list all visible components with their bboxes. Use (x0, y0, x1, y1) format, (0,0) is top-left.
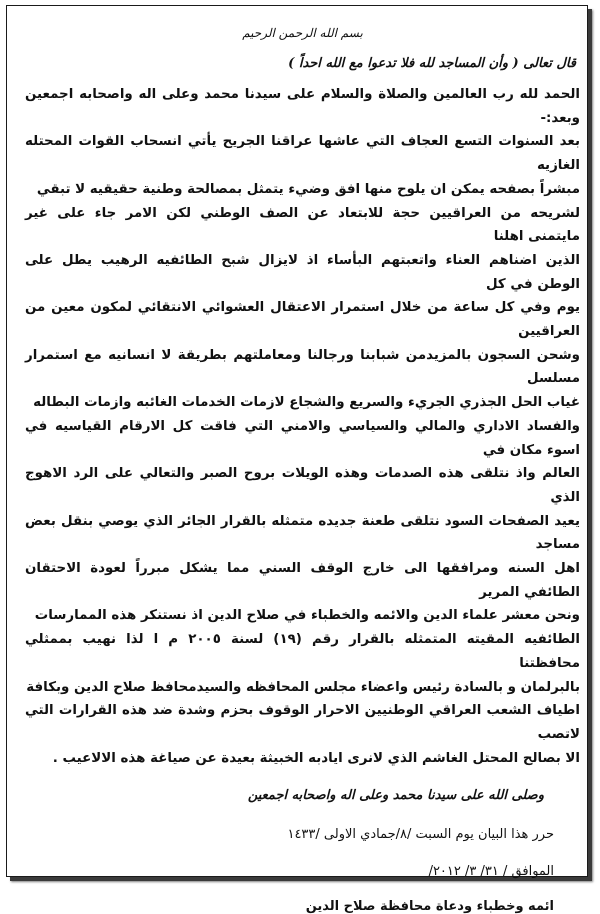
body-line: يوم وفي كل ساعة من خلال استمرار الاعتقال العشوائي الانتقائي لمكون معين من العراقيين (25, 300, 580, 340)
body-line: مبشراً بصفحه يمكن ان يلوح منها افق وضيء يتمثل بمصالحة وطنية حقيقيه لا تبقي (36, 181, 580, 197)
signatory: ائمه وخطباء ودعاة محافظة صلاح الدين (305, 899, 554, 914)
body-line: الحمد لله رب العالمين والصلاة والسلام على سيدنا محمد وعلى اله واصحابه اجمعين وبعد:- (25, 87, 580, 126)
body-line: اهل السنه ومرافقها الى خارج الوقف السني مما يشكل مبرراً لعودة الاحتقان الطائفي المرير (25, 561, 580, 600)
body-line: العالم واذ نتلقى هذه الصدمات وهذه الويلات بروح الصبر والتعالي على الرد الاهوج الذي (25, 466, 580, 505)
issue-date-gregorian: الموافق / ٣١/ ٣/ ٢٠١٢/ (428, 864, 554, 880)
body-line: غياب الحل الجذري الجريء والسريع والشجاع لازمات الخدمات الغائبه وازمات البطاله (33, 395, 580, 411)
body-line: الذين اضناهم العناء واتعبتهم البأساء اذ لايزال شبح الطائفيه الرهيب يطل على الوطن في كل (25, 252, 580, 292)
document-page (6, 5, 588, 914)
basmala-heading: بسم الله الرحمن الرحيم (242, 26, 363, 40)
body-line: وشحن السجون بالمزيدمن شبابنا ورجالنا ومعاملتهم بطريقة لا انسانيه مع استمرار مسلسل (25, 347, 580, 387)
body-line: الا بصالح المحتل الغاشم الذي لانرى ايادبه الخبيثة بعيدة عن صياغة هذه الالاعيب . (52, 750, 580, 766)
body-line: والفساد الاداري والمالي والسياسي والامني التي فاقت كل الارقام القياسيه في اسوء مكان في (25, 418, 580, 458)
closing-prayer: وصلى الله على سيدنا محمد وعلى اله واصحابه اجمعين (247, 788, 544, 804)
body-line: اطياف الشعب العراقي الوطنيين الاحرار الوقوف بحزم وشدة ضد هذه القرارات التي لاتصب (25, 703, 580, 742)
quran-verse: قال تعالى ( وأن المساجد لله فلا تدعوا مع الله احداً ) (288, 56, 576, 71)
statement-body (25, 83, 580, 770)
body-line: بالبرلمان و بالسادة رئيس واعضاء مجلس المحافظه والسيدمحافظ صلاح الدين وبكافة (26, 679, 580, 695)
body-line: ونحن معشر علماء الدين والائمه والخطباء في صلاح الدين اذ نستنكر هذه الممارسات (34, 608, 580, 624)
body-line: لشريحه من العراقيين حجة للابتعاد عن الصف الوطني لكن الامر جاء على غير مايتمنى اهلنا (25, 205, 580, 245)
document-content (25, 26, 580, 914)
body-line: بعد السنوات التسع العجاف التي عاشها عراقنا الجريح يأتي انسحاب القوات المحتله الغازيه (25, 134, 580, 174)
issue-date-hijri: حرر هذا البيان يوم السبت /٨/جمادي الاولى /١٤٣٣ (287, 827, 554, 843)
body-line: الطائفيه المقيته المتمثله بالقرار رقم (١٩) لسنة ٢٠٠٥ م ا لذا نهيب بممثلي محافظتنا (25, 632, 581, 671)
body-line: يعيد الصفحات السود نتلقى طعنة جديده متمثله بالقرار الجائر الذي يوصي بنقل بعض مساجد (25, 513, 580, 553)
